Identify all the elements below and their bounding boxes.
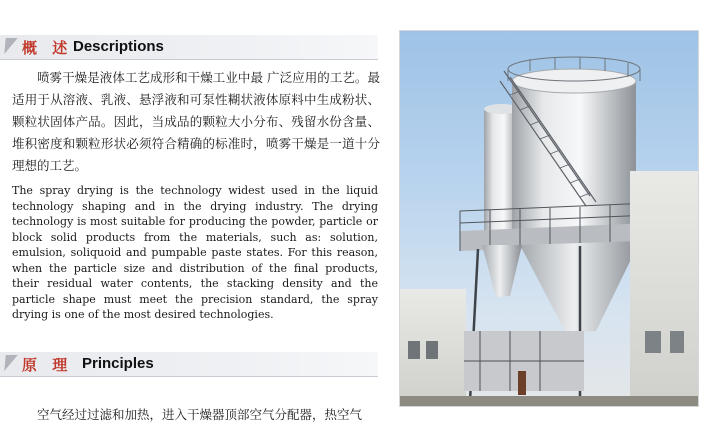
principles-header <box>0 352 378 377</box>
ground <box>400 396 698 406</box>
main-tower-body <box>512 81 636 241</box>
cyclone <box>482 245 522 297</box>
spray-dryer-photo <box>399 30 699 407</box>
descriptions-header <box>0 35 378 60</box>
descriptions-title-en: Descriptions <box>73 38 164 55</box>
principles-title-cn: 原 理 <box>22 356 73 374</box>
descriptions-paragraph-en: The spray drying is the technology widest used in the liquid technology shaping and in the drying industry. The drying technology is most suitable for producing the powder, particle or block solid products from the materials, such as: solution, emulsion, soliquoid and pumpable paste states. For this reason, when the particle size and distribution of the final products, their residual water contents, the stacking density and the particle shape must meet the precision standard, the spray drying is one of the most desired technologies. <box>12 184 378 321</box>
header-corner-icon <box>0 355 18 371</box>
right-building <box>630 171 698 406</box>
principles-paragraph-cn: 空气经过过滤和加热，进入干燥器顶部空气分配器，热空气 <box>37 407 363 422</box>
principles-title-en: Principles <box>82 355 154 372</box>
descriptions-title-cn: 概 述 <box>22 39 73 57</box>
spray-dryer-illustration <box>400 31 698 406</box>
worker <box>518 371 526 395</box>
descriptions-paragraph-cn: 喷雾干燥是液体工艺成形和干燥工业中最 广泛应用的工艺。最适用于从溶液、乳液、悬浮液和可泵性糊状液体原料中生成粉状、颗粒状固体产品。因此，当成品的颗粒大小分布、残留水份含量、堆积密度和颗粒形状必须符合精确的标准时，喷雾干燥是一道十分理想的工艺。 <box>12 70 380 173</box>
header-corner-icon <box>0 38 18 54</box>
